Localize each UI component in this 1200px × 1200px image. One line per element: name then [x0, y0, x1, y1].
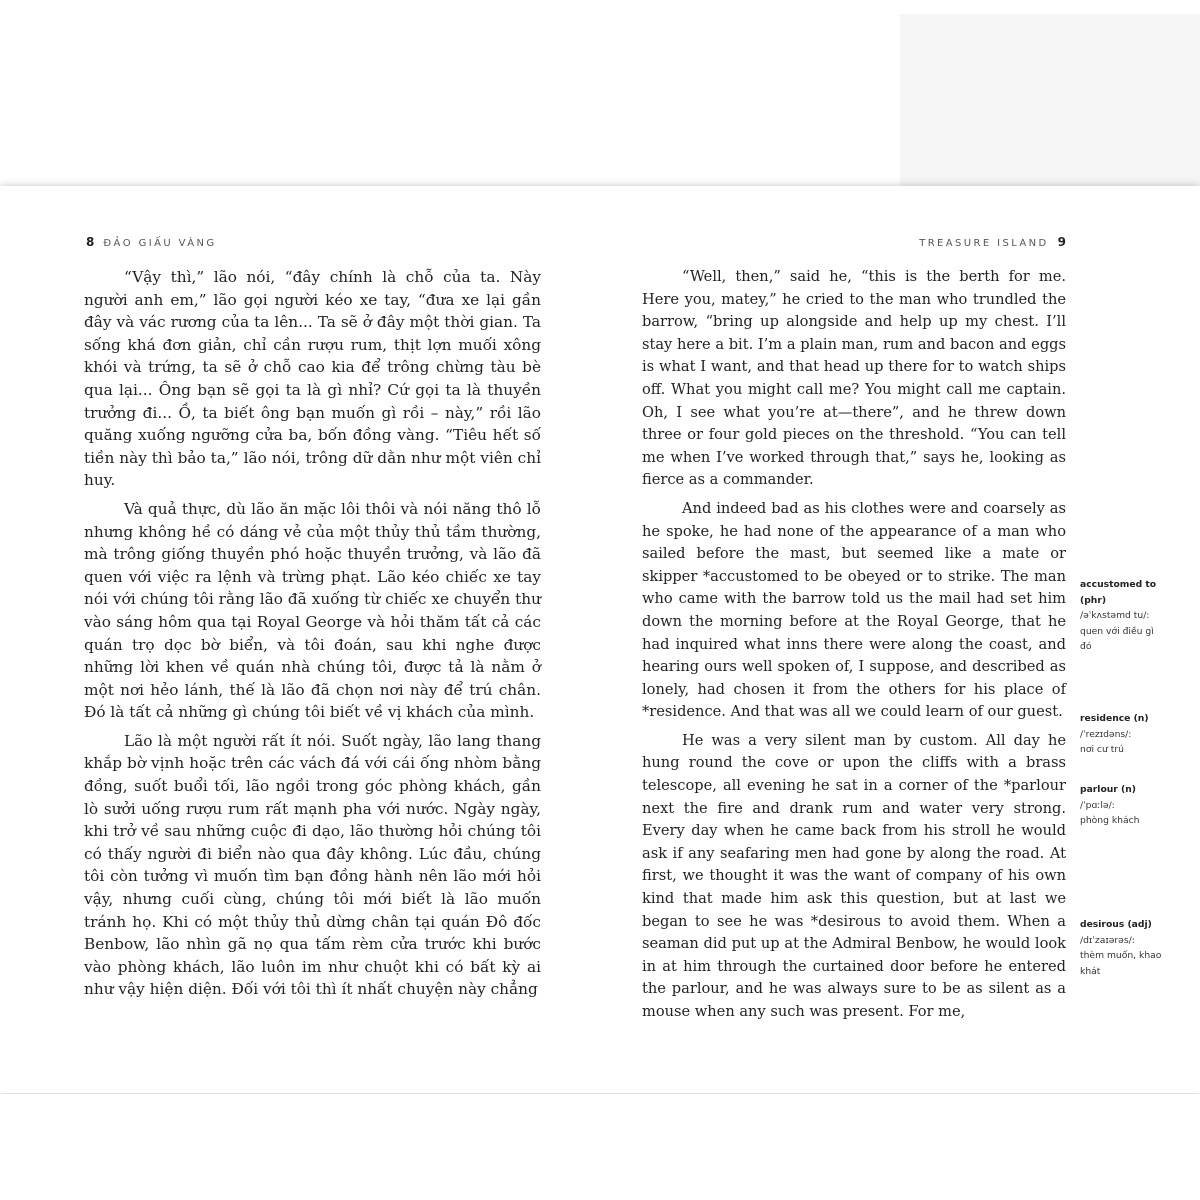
glossary-term: parlour (n) [1080, 784, 1136, 795]
top-background-block [900, 14, 1200, 186]
right-page-text [642, 266, 1066, 1030]
left-page-number: 8 [86, 235, 95, 249]
left-page-title: ĐẢO GIẤU VÀNG [103, 238, 217, 249]
glossary-ipa: /dɪˈzaɪərəs/: [1080, 934, 1135, 946]
left-page-header [86, 235, 217, 249]
right-page-header [919, 235, 1066, 249]
glossary-entry-residence [1080, 711, 1166, 758]
left-page-text [84, 266, 541, 1007]
glossary-meaning: thèm muốn, khao khát [1080, 950, 1162, 977]
right-paragraph-1: “Well, then,” said he, “this is the berth for me. Here you, matey,” he cried to the man who trundled the barrow, “bring up alongside and help up my chest. I’ll stay here a bit. I’m a plain man, rum and bacon and eggs is what I want, and that head up there for to watch ships off. What you might call me? You might call me captain. Oh, I see what you’re at—there”, and he threw down three or four gold pieces on the threshold. “You can tell me when I’ve worked through that,” says he, looking as fierce as a commander. [642, 268, 1066, 489]
glossary-meaning: nơi cư trú [1080, 744, 1124, 755]
glossary-ipa: /əˈkʌstəmd tu/: [1080, 610, 1150, 621]
left-paragraph-2: Và quả thực, dù lão ăn mặc lôi thôi và nói năng thô lỗ nhưng không hề có dáng vẻ của một thủy thủ tầm thường, mà trông giống thuyền phó hoặc thuyền trưởng, và lão đã quen với việc ra lệnh và trừng phạt. Lão kéo chiếc xe tay nói với chúng tôi rằng lão đã xuống từ chiếc xe chuyển thư vào sáng hôm qua tại Royal George và hỏi thăm tất cả các quán trọ dọc bờ biển, và tôi đoán, sau khi nghe được những lời khen về quán nhà chúng tôi, được tả là nằm ở một nơi hẻo lánh, thế là lão đã chọn nơi này để trú chân. Đó là tất cả những gì chúng tôi biết về vị khách của mình. [84, 499, 541, 722]
glossary-ipa: /ˈpɑːlə/: [1080, 799, 1115, 811]
left-paragraph-3: Lão là một người rất ít nói. Suốt ngày, lão lang thang khắp bờ vịnh hoặc trên các vách đá với cái ống nhòm bằng đồng, suốt buổi tối, lão ngồi trong góc phòng khách, gần lò sưởi uống rượu rum rất mạnh pha với nước. Ngày ngày, khi trở về sau những cuộc đi dạo, lão thường hỏi chúng tôi có thấy người đi biển nào qua đây không. Lúc đầu, chúng tôi còn tưởng vì muốn tìm bạn đồng hành nên lão mới hỏi vậy, nhưng cuối cùng, chúng tôi mới biết là lão muốn tránh họ. Khi có một thủy thủ dừng chân tại quán Đô đốc Benbow, lão nhìn gã nọ qua tấm rèm cửa trước khi bước vào phòng khách, lão luôn im như chuột khi có bất kỳ ai như vậy hiện diện. Đối với tôi thì ít nhất chuyện này chẳng [84, 731, 541, 999]
right-paragraph-3: He was a very silent man by custom. All day he hung round the cove or upon the cliffs with a brass telescope, all evening he sat in a corner of the *parlour next the fire and drank rum and water very strong. Every day when he came back from his stroll he would ask if any seafaring men had gone by along the road. At first, we thought it was the want of company of his own kind that made him ask this question, but at last we began to see he was *desirous to avoid them. When a seaman did put up at the Admiral Benbow, he would look in at him through the curtained door before he entered the parlour, and he was always sure to be as silent as a mouse when any such was present. For me, [642, 731, 1066, 1020]
right-paragraph-2: And indeed bad as his clothes were and coarsely as he spoke, he had none of the appearance of a man who sailed before the mast, but seemed like a mate or skipper *accustomed to be obeyed or to strike. The man who came with the barrow told us the mail had set him down the morning before at the Royal George, that he had inquired what inns there were along the coast, and hearing ours well spoken of, I suppose, and described as lonely, had chosen it from the others for his place of *residence. And that was all we could learn of our guest. [642, 499, 1066, 721]
glossary-ipa: /ˈrezɪdəns/: [1080, 728, 1132, 740]
glossary-entry-accustomed [1080, 577, 1166, 655]
glossary-entry-parlour [1080, 782, 1166, 829]
right-page-title: TREASURE ISLAND [919, 238, 1049, 249]
glossary-entry-desirous [1080, 917, 1166, 979]
glossary-term: desirous (adj) [1080, 919, 1152, 930]
bottom-background [0, 1094, 1200, 1200]
left-paragraph-1: “Vậy thì,” lão nói, “đây chính là chỗ của ta. Này người anh em,” lão gọi người kéo xe tay, “đưa xe lại gần đây và vác rương của ta lên... Ta sẽ ở đây một thời gian. Ta sống khá đơn giản, chỉ cần rượu rum, thịt lợn muối xông khói và trứng, ta sẽ ở chỗ cao kia để trông chừng tàu bè qua lại... Ông bạn sẽ gọi ta là gì nhỉ? Cứ gọi ta là thuyền trưởng đi... Ồ, ta biết ông bạn muốn gì rồi – này,” rồi lão quăng xuống ngưỡng cửa ba, bốn đồng vàng. “Tiêu hết số tiền này thì bảo ta,” lão nói, trông dữ dằn như một viên chỉ huy. [84, 268, 541, 490]
glossary-meaning: phòng khách [1080, 815, 1140, 826]
right-page-number: 9 [1057, 235, 1066, 249]
glossary-term: residence (n) [1080, 713, 1149, 724]
glossary-meaning: quen với điều gì đó [1080, 625, 1154, 652]
glossary-term: accustomed to (phr) [1080, 579, 1157, 606]
